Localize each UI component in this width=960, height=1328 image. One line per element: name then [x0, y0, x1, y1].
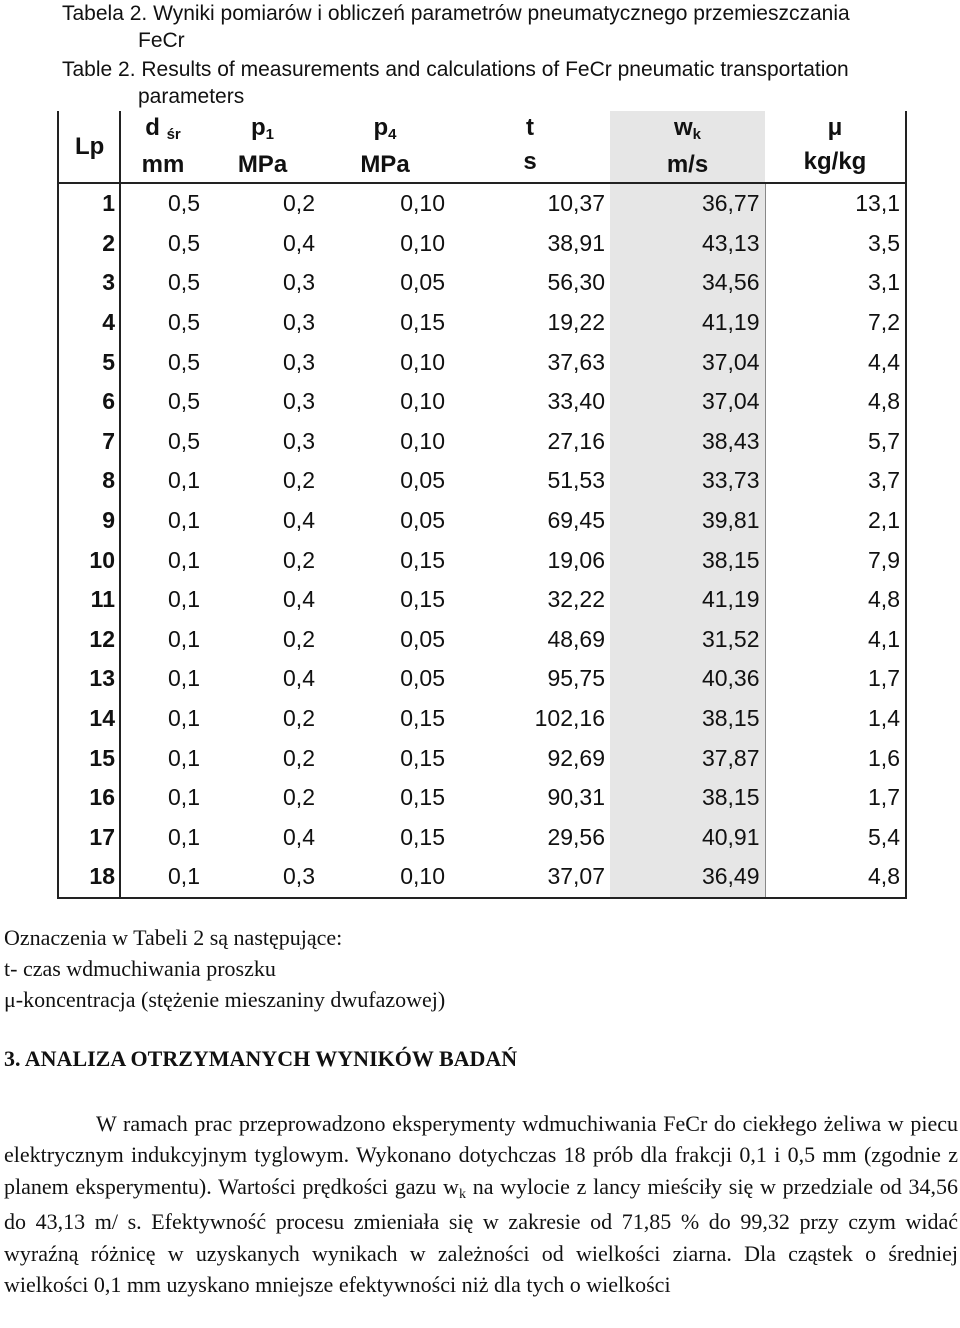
- cell-p4: 0,15: [400, 546, 445, 573]
- cell-p4: 0,10: [320, 857, 450, 898]
- cell-p1: 0,3: [283, 388, 315, 415]
- cell-p1: 0,4: [283, 507, 315, 534]
- cell-d-sr: 0,1: [120, 857, 205, 898]
- cell-d-sr: 0,1: [168, 625, 200, 652]
- cell-mu: 4,1: [868, 625, 900, 652]
- cell-wk: 34,56: [610, 263, 765, 303]
- cell-mu: 5,7: [868, 427, 900, 454]
- cell-mu: 7,2: [868, 309, 900, 336]
- cell-t: 102,16: [534, 705, 605, 732]
- cell-p1: 0,2: [283, 744, 315, 771]
- table-caption-polish: [62, 0, 942, 54]
- cell-mu: 5,4: [868, 823, 900, 850]
- cell-t: 29,56: [547, 823, 605, 850]
- results-table: [57, 111, 907, 899]
- cell-d-sr: 0,5: [168, 348, 200, 375]
- table-notes: [4, 922, 445, 1015]
- cell-t: 95,75: [547, 665, 605, 692]
- cell-d-sr: 0,1: [168, 823, 200, 850]
- cell-wk: 36,77: [610, 183, 765, 224]
- cell-p1: 0,3: [283, 309, 315, 336]
- cell-d-sr: 0,5: [168, 229, 200, 256]
- cell-p1: 0,3: [283, 269, 315, 296]
- notes-line1: Oznaczenia w Tabeli 2 są następujące:: [4, 925, 343, 950]
- cell-wk: 38,43: [610, 422, 765, 462]
- cell-lp: 18: [58, 857, 120, 898]
- cell-mu: 2,1: [868, 507, 900, 534]
- cell-p4: 0,05: [400, 665, 445, 692]
- cell-mu: 13,1: [855, 190, 900, 217]
- cell-wk: 40,91: [610, 818, 765, 858]
- cell-p1: 0,2: [283, 546, 315, 573]
- cell-lp: 8: [58, 461, 120, 501]
- cell-d-sr: 0,5: [168, 388, 200, 415]
- cell-p4: 0,15: [400, 823, 445, 850]
- cell-d-sr: 0,1: [168, 586, 200, 613]
- cell-mu: 4,4: [868, 348, 900, 375]
- cell-p1: 0,3: [283, 427, 315, 454]
- header-mu: μ kg/kg: [803, 114, 867, 175]
- cell-lp: 17: [58, 818, 120, 858]
- cell-p1: 0,2: [283, 467, 315, 494]
- cell-lp: 16: [58, 778, 120, 818]
- cell-p4: 0,05: [400, 507, 445, 534]
- table-row: [58, 738, 906, 778]
- table-row: [58, 620, 906, 660]
- cell-mu: 1,6: [868, 744, 900, 771]
- table-row: [58, 263, 906, 303]
- cell-mu: 3,7: [868, 467, 900, 494]
- cell-p1: 0,2: [283, 190, 315, 217]
- cell-p1: 0,2: [283, 784, 315, 811]
- cell-lp: 10: [58, 540, 120, 580]
- cell-t: 90,31: [547, 784, 605, 811]
- cell-t: 69,45: [547, 507, 605, 534]
- cell-p4: 0,10: [400, 427, 445, 454]
- cell-d-sr: 0,1: [168, 665, 200, 692]
- header-p1: p1 MPa: [237, 114, 288, 178]
- cell-p4: 0,15: [400, 705, 445, 732]
- cell-p1: 0,4: [283, 665, 315, 692]
- cell-lp: 1: [58, 183, 120, 224]
- cell-p1: 0,4: [283, 229, 315, 256]
- cell-mu: 3,1: [868, 269, 900, 296]
- cell-wk: 36,49: [610, 857, 765, 898]
- table-header-row: [58, 111, 906, 183]
- table-caption-english: [62, 56, 942, 110]
- cell-wk: 33,73: [610, 461, 765, 501]
- cell-mu: 7,9: [868, 546, 900, 573]
- cell-t: 19,22: [547, 309, 605, 336]
- cell-t: 38,91: [547, 229, 605, 256]
- cell-p4: 0,05: [400, 625, 445, 652]
- table-row: [58, 818, 906, 858]
- header-t: t s: [523, 114, 537, 175]
- cell-d-sr: 0,1: [168, 705, 200, 732]
- notes-line3: μ-koncentracja (stężenie mieszaniny dwufazowej): [4, 987, 446, 1012]
- cell-mu: 4,8: [868, 388, 900, 415]
- cell-t: 56,30: [547, 269, 605, 296]
- table-row: [58, 540, 906, 580]
- cell-d-sr: 0,5: [168, 269, 200, 296]
- cell-wk: 41,19: [610, 303, 765, 343]
- cell-p4: 0,10: [400, 190, 445, 217]
- cell-wk: 37,87: [610, 738, 765, 778]
- cell-wk: 37,04: [610, 382, 765, 422]
- table-row: [58, 303, 906, 343]
- cell-lp: 2: [58, 224, 120, 264]
- table-row: [58, 580, 906, 620]
- cell-p1: 0,3: [205, 857, 320, 898]
- cell-t: 19,06: [547, 546, 605, 573]
- cell-t: 32,22: [547, 586, 605, 613]
- cell-t: 48,69: [547, 625, 605, 652]
- table-row: [58, 501, 906, 541]
- cell-wk: 41,19: [610, 580, 765, 620]
- cell-d-sr: 0,5: [168, 427, 200, 454]
- table-row: [58, 422, 906, 462]
- cell-mu: 4,8: [868, 586, 900, 613]
- table-row: [58, 224, 906, 264]
- cell-lp: 6: [58, 382, 120, 422]
- cell-p1: 0,4: [283, 823, 315, 850]
- cell-wk: 40,36: [610, 659, 765, 699]
- cell-t: 33,40: [547, 388, 605, 415]
- cell-lp: 7: [58, 422, 120, 462]
- caption-en-line2: parameters: [138, 85, 245, 108]
- table-row: [58, 659, 906, 699]
- cell-p4: 0,10: [400, 229, 445, 256]
- cell-lp: 9: [58, 501, 120, 541]
- cell-t: 37,63: [547, 348, 605, 375]
- cell-p4: 0,15: [400, 744, 445, 771]
- cell-lp: 13: [58, 659, 120, 699]
- cell-t: 92,69: [547, 744, 605, 771]
- cell-p1: 0,3: [283, 348, 315, 375]
- table-row: [58, 183, 906, 224]
- cell-p1: 0,2: [283, 705, 315, 732]
- header-lp: Lp: [58, 111, 120, 183]
- cell-lp: 5: [58, 342, 120, 382]
- section-heading: 3. ANALIZA OTRZYMANYCH WYNIKÓW BADAŃ: [4, 1046, 518, 1071]
- cell-mu: 4,8: [765, 857, 906, 898]
- cell-d-sr: 0,1: [168, 507, 200, 534]
- cell-lp: 12: [58, 620, 120, 660]
- cell-wk: 38,15: [610, 540, 765, 580]
- cell-p1: 0,2: [283, 625, 315, 652]
- header-p4: p4 MPa: [360, 114, 410, 178]
- header-d: d śr mm: [141, 114, 185, 178]
- table-row: [58, 699, 906, 739]
- cell-lp: 3: [58, 263, 120, 303]
- cell-p4: 0,05: [400, 467, 445, 494]
- cell-d-sr: 0,1: [168, 467, 200, 494]
- cell-d-sr: 0,5: [168, 190, 200, 217]
- cell-p4: 0,05: [400, 269, 445, 296]
- cell-d-sr: 0,5: [168, 309, 200, 336]
- cell-wk: 38,15: [610, 778, 765, 818]
- table-row: [58, 382, 906, 422]
- cell-mu: 1,4: [868, 705, 900, 732]
- table-row: [58, 857, 906, 898]
- table-row: [58, 342, 906, 382]
- cell-p4: 0,15: [400, 784, 445, 811]
- cell-p4: 0,10: [400, 388, 445, 415]
- caption-pl-line2: FeCr: [138, 29, 185, 52]
- cell-t: 51,53: [547, 467, 605, 494]
- notes-line2: t- czas wdmuchiwania proszku: [4, 956, 276, 981]
- cell-d-sr: 0,1: [168, 546, 200, 573]
- table-row: [58, 461, 906, 501]
- cell-d-sr: 0,1: [168, 744, 200, 771]
- cell-lp: 14: [58, 699, 120, 739]
- cell-lp: 4: [58, 303, 120, 343]
- cell-p4: 0,10: [400, 348, 445, 375]
- cell-mu: 1,7: [868, 784, 900, 811]
- cell-t: 37,07: [450, 857, 610, 898]
- cell-wk: 43,13: [610, 224, 765, 264]
- cell-d-sr: 0,1: [168, 784, 200, 811]
- cell-p4: 0,15: [400, 309, 445, 336]
- cell-wk: 31,52: [610, 620, 765, 660]
- cell-lp: 15: [58, 738, 120, 778]
- cell-t: 27,16: [547, 427, 605, 454]
- cell-lp: 11: [58, 580, 120, 620]
- cell-wk: 39,81: [610, 501, 765, 541]
- caption-en-line1: Table 2. Results of measurements and calculations of FeCr pneumatic transportation: [62, 58, 849, 81]
- cell-p4: 0,15: [400, 586, 445, 613]
- cell-wk: 37,04: [610, 342, 765, 382]
- cell-mu: 3,5: [868, 229, 900, 256]
- cell-mu: 1,7: [868, 665, 900, 692]
- cell-t: 10,37: [547, 190, 605, 217]
- cell-wk: 38,15: [610, 699, 765, 739]
- table-row: [58, 778, 906, 818]
- header-wk: wk m/s: [610, 111, 765, 183]
- caption-pl-line1: Tabela 2. Wyniki pomiarów i obliczeń parametrów pneumatycznego przemieszczania: [62, 2, 850, 25]
- cell-p1: 0,4: [283, 586, 315, 613]
- body-paragraph: W ramach prac przeprowadzono eksperymenty wdmuchiwania FeCr do ciekłego żeliwa w piecu elektrycznym indukcyjnym tyglowym. Wykonano dotychczas 18 prób dla frakcji 0,1 i 0,5 mm (zgodnie z planem eksperymentu). Wartości prędkości gazu wk na wylocie z lancy mieściły się w przedziale od 34,56 do 43,13 m/ s. Efektywność procesu zmieniała się w zakresie od 71,85 % do 99,32 przy czym widać wyraźną różnicę w uzyskanych wynikach w zależności od wielkości ziarna. Dla cząstek o średniej wielkości 0,1 mm uzyskano mniejsze efektywności niż dla tych o wielkości: [4, 1111, 958, 1298]
